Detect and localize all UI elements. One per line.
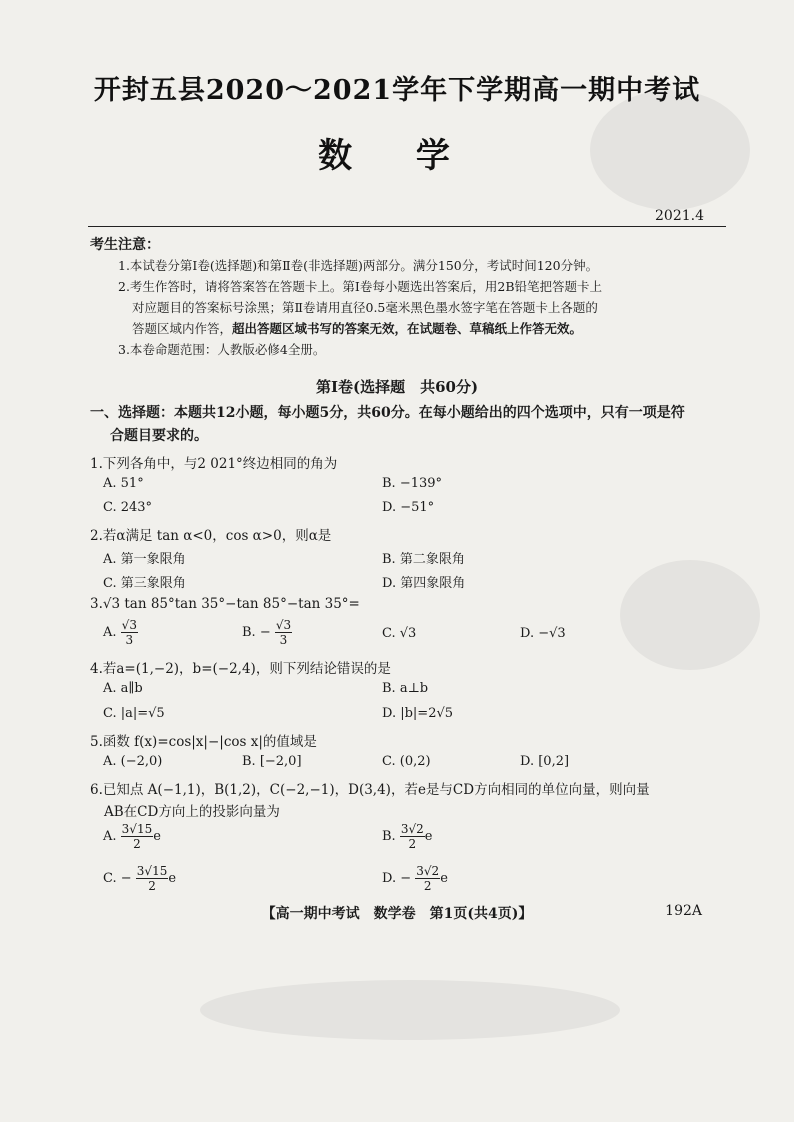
unit-vector: e [424,829,433,844]
notice-heading: 考生注意： [90,237,160,253]
fraction [400,822,425,851]
option-prefix: B. [382,829,396,844]
numerator: 3√15 [121,822,153,836]
question-3-option-a [103,618,138,647]
option-prefix: A. [103,625,117,640]
question-5-option-c: C. (0,2) [382,754,431,769]
numerator: √3 [121,618,137,632]
fraction [121,822,154,851]
bleed-through-smudge [620,560,760,670]
numerator: 3√2 [400,822,424,836]
notice-item-1: 1.本试卷分第Ⅰ卷(选择题)和第Ⅱ卷(非选择题)两部分。满分150分，考试时间120分钟。 [118,258,599,273]
question-5-option-b: B. [−2,0] [242,754,302,769]
denominator: 2 [423,879,432,893]
question-6-stem-line-1: 6.已知点 A(−1,1)，B(1,2)，C(−2,−1)，D(3,4)，若e是与CD方向相同的单位向量，则向量 [90,782,650,798]
question-5-option-a: A. (−2,0) [103,754,163,769]
notice-item-2-cont: 对应题目的答案标号涂黑；第Ⅱ卷请用直径0.5毫米黑色墨水签字笔在答题卡上各题的 [132,300,598,315]
question-6-option-b [382,822,432,851]
notice-item-2: 2.考生作答时，请将答案答在答题卡上。第Ⅰ卷每小题选出答案后，用2B铅笔把答题卡上 [118,279,603,294]
question-1-option-d: D. −51° [382,500,435,515]
question-4-option-c: C. |a|=√5 [103,706,165,721]
notice-item-3: 3.本卷命题范围：人教版必修4全册。 [118,342,326,357]
question-6-option-d [382,864,448,893]
question-5-stem: 5.函数 f(x)=cos|x|−|cos x|的值域是 [90,734,317,750]
question-1-stem: 1.下列各角中，与2 021°终边相同的角为 [90,456,338,472]
question-1-option-c: C. 243° [103,500,153,515]
fraction [275,618,292,647]
question-2-stem: 2.若α满足 tan α<0，cos α>0，则α是 [90,528,332,544]
fraction [415,864,440,893]
bleed-through-smudge [200,980,620,1040]
unit-vector: e [168,871,177,886]
question-2-option-d: D. 第四象限角 [382,576,466,591]
denominator: 3 [279,633,288,647]
question-3-option-d: D. −√3 [520,626,566,641]
instruction-line-1: 一、选择题：本题共12小题，每小题5分，共60分。在每小题给出的四个选项中，只有一项是符 [90,405,685,421]
question-4-stem: 4.若a=(1,−2)，b=(−2,4)，则下列结论错误的是 [90,661,391,677]
question-1-option-a: A. 51° [103,476,144,491]
option-prefix: C. − [103,871,132,886]
notice-text: 答题区域内作答， [132,321,233,336]
exam-code: 192A [665,903,702,919]
question-3-option-c: C. √3 [382,626,417,641]
question-4-option-d: D. |b|=2√5 [382,706,454,721]
section-instruction [90,402,720,448]
denominator: 3 [125,633,134,647]
option-prefix: D. − [382,871,412,886]
question-6-option-a [103,822,161,851]
exam-title: 开封五县2020～2021学年下学期高一期中考试 [93,75,701,106]
instruction-line-2: 合题目要求的。 [110,428,208,444]
question-1-option-b: B. −139° [382,476,443,491]
question-4-option-a: A. a∥b [103,681,143,696]
denominator: 2 [148,879,156,893]
denominator: 2 [408,837,417,851]
notice-emphasis: 超出答题区域书写的答案无效，在试题卷、草稿纸上作答无效。 [232,321,583,336]
option-prefix: B. − [242,625,271,640]
question-3-option-b [242,618,292,647]
question-2-option-a: A. 第一象限角 [103,552,186,567]
header-divider [88,226,726,227]
option-prefix: A. [103,829,117,844]
unit-vector: e [153,829,161,844]
unit-vector: e [440,871,448,886]
question-6-option-c [103,864,176,893]
numerator: √3 [275,618,292,632]
question-6-stem-line-2: AB在CD方向上的投影向量为 [104,804,280,820]
question-4-option-b: B. a⊥b [382,681,429,696]
subject-title: 数 学 [318,136,476,176]
numerator: 3√15 [136,864,168,878]
question-5-option-d: D. [0,2] [520,754,570,769]
question-3-stem: 3.√3 tan 85°tan 35°−tan 85°−tan 35°= [90,596,360,612]
page-footer: 【高一期中考试 数学卷 第1页(共4页)】 [261,906,533,922]
question-2-option-c: C. 第三象限角 [103,576,186,591]
section-title: 第Ⅰ卷(选择题 共60分) [315,378,479,396]
notice-item-2-end [132,318,732,339]
exam-date: 2021.4 [655,208,704,224]
numerator: 3√2 [416,864,440,878]
question-2-option-b: B. 第二象限角 [382,552,465,567]
fraction [136,864,169,893]
denominator: 2 [133,837,141,851]
fraction [121,618,138,647]
